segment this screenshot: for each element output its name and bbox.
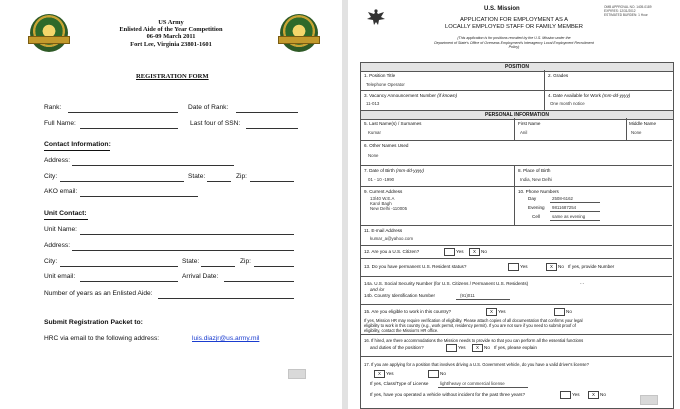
arrival-date-label: Arrival Date: bbox=[182, 273, 219, 280]
us-mission-application-page bbox=[348, 0, 680, 409]
section-position: POSITION bbox=[360, 62, 674, 72]
phone-evening-label: Evening bbox=[528, 205, 545, 210]
phone-cell-value[interactable]: same as evening bbox=[552, 214, 586, 219]
contact-heading-underline bbox=[44, 150, 110, 151]
q16-accommodations-label: 16. If hired, are there accommodations the Mission needs to provide so that you can perform all the essential functions bbox=[364, 338, 584, 343]
divider bbox=[514, 165, 515, 225]
date-available-value[interactable]: One month notice bbox=[550, 101, 585, 106]
title-line-1: APPLICATION FOR EMPLOYMENT AS A bbox=[459, 17, 569, 23]
last-name-label: 5. Last Name(s) / Surnames bbox=[364, 121, 422, 126]
note-line-1: (This application is for positions recruited by the U.S. Mission under the bbox=[457, 36, 571, 40]
q16-no-checkbox[interactable]: X bbox=[472, 344, 483, 352]
grades-label: 2. Grades bbox=[548, 73, 569, 78]
application-note bbox=[348, 36, 680, 50]
q14a-andor: and /or bbox=[370, 287, 385, 292]
phone-day-value[interactable]: 2508-6162 bbox=[552, 196, 573, 201]
org-name: US Army bbox=[158, 19, 184, 26]
q17-incident-yes-label: Yes bbox=[572, 392, 580, 397]
date-of-rank-label: Date of Rank: bbox=[188, 104, 229, 111]
unit-contact-heading: Unit Contact: bbox=[44, 210, 87, 217]
unit-address-field[interactable] bbox=[72, 250, 294, 251]
divider bbox=[360, 186, 672, 187]
q17-class-value[interactable]: light/heavy or commercial license bbox=[440, 381, 505, 386]
ako-email-label: AKO email: bbox=[44, 188, 78, 195]
divider bbox=[550, 220, 600, 221]
phone-evening-value[interactable]: 9811687254 bbox=[552, 205, 577, 210]
address-line-2: Karol Bagh bbox=[370, 201, 392, 206]
q15-no-checkbox[interactable] bbox=[554, 308, 565, 316]
last-name-value[interactable]: Kumar bbox=[368, 130, 381, 135]
unit-email-label: Unit email: bbox=[44, 273, 76, 280]
q15-eligible-label: 15. Are you eligible to work in this country? bbox=[364, 309, 452, 314]
arrival-date-field[interactable] bbox=[224, 281, 294, 282]
q15-yes-checkbox[interactable]: X bbox=[486, 308, 497, 316]
q16-followup: If yes, please explain bbox=[494, 345, 537, 350]
q17-class-label: If yes, Class/Type of License bbox=[370, 381, 429, 386]
other-names-value[interactable]: None bbox=[368, 153, 379, 158]
position-title-value[interactable]: Telephone Operator bbox=[366, 82, 405, 87]
q17-incident-question: If yes, have you operated a vehicle without incident for the past three years? bbox=[370, 392, 526, 397]
unit-city-field[interactable] bbox=[60, 266, 178, 267]
q17-yes-checkbox[interactable]: X bbox=[374, 370, 385, 378]
ako-email-field[interactable] bbox=[80, 196, 198, 197]
unit-zip-field[interactable] bbox=[254, 266, 294, 267]
divider bbox=[626, 118, 627, 140]
form-title: REGISTRATION FORM bbox=[136, 73, 209, 80]
application-title bbox=[348, 17, 680, 31]
q16-no-label: No bbox=[484, 345, 490, 350]
q16-label-cont: and duties of the position? bbox=[370, 345, 424, 350]
submit-instructions: HRC via email to the following address: bbox=[44, 335, 160, 342]
q13-yes-checkbox[interactable] bbox=[508, 263, 519, 271]
divider bbox=[360, 276, 672, 277]
zip-field[interactable] bbox=[250, 181, 294, 182]
q13-resident-label: 13. Do you have permanent U.S. Resident status? bbox=[364, 264, 467, 269]
divider bbox=[360, 225, 672, 226]
note-line-2: Department of State's Office of Overseas Employment's Interagency Local Employment Recruitment bbox=[434, 40, 594, 45]
q13-no-label: No bbox=[558, 264, 564, 269]
date-of-rank-field[interactable] bbox=[236, 112, 298, 113]
q13-yes-label: Yes bbox=[520, 264, 528, 269]
full-name-field[interactable] bbox=[80, 128, 178, 129]
current-address-label: 9. Current Address bbox=[364, 189, 403, 194]
ssn-field[interactable] bbox=[246, 128, 298, 129]
q14a-ssn-value[interactable]: - - bbox=[580, 281, 585, 286]
rank-label: Rank: bbox=[44, 104, 62, 111]
section-personal-information: PERSONAL INFORMATION bbox=[360, 110, 674, 120]
q17-incident-yes-checkbox[interactable] bbox=[560, 391, 571, 399]
position-title-label: 1. Position Title bbox=[364, 73, 396, 78]
q15-note-line-2: eligibility to work in this country (e.g., work permit, residency permit). If you are not sure if you need to submit proof of bbox=[364, 323, 576, 328]
divider bbox=[456, 299, 510, 300]
contact-heading: Contact Information: bbox=[44, 141, 111, 148]
submit-email-link[interactable]: luis.diazjr@us.army.mil bbox=[192, 335, 260, 342]
unit-contact-underline bbox=[44, 219, 88, 220]
state-field[interactable] bbox=[207, 181, 231, 182]
divider bbox=[360, 258, 672, 259]
years-as-aide-field[interactable] bbox=[158, 298, 294, 299]
divider bbox=[360, 140, 672, 141]
divider bbox=[360, 165, 672, 166]
page-corner-button[interactable] bbox=[288, 369, 306, 379]
other-names-label: 6. Other Names Used bbox=[364, 143, 409, 148]
email-value[interactable]: kumar_a@yahoo.com bbox=[370, 236, 414, 241]
q14a-ssn-label: 14a. U.S. Social Security Number (for U.S. Citizens / Permanent U.S. Residents) bbox=[364, 281, 529, 286]
q12-no-label: No bbox=[481, 249, 487, 254]
date-available-label: 4. Date Available for Work (mm-dd-yyyy) bbox=[548, 93, 631, 98]
middle-name-label: Middle Name bbox=[629, 121, 657, 126]
unit-city-label: City: bbox=[44, 258, 58, 265]
page-corner-button[interactable] bbox=[640, 395, 658, 405]
unit-name-field[interactable] bbox=[80, 234, 294, 235]
competition-location: Fort Lee, Virginia 23801-1601 bbox=[130, 40, 212, 48]
address-line-1: 13/40 W.E.A bbox=[370, 196, 395, 201]
note-line-3: Policy) bbox=[508, 45, 520, 50]
q15-note bbox=[364, 318, 583, 333]
zip-label: Zip: bbox=[236, 173, 247, 180]
unit-email-field[interactable] bbox=[80, 281, 178, 282]
omb-burden: ESTIMATED BURDEN: 1 Hour bbox=[604, 13, 648, 17]
divider bbox=[438, 387, 528, 388]
place-of-birth-value[interactable]: India, New Delhi bbox=[520, 177, 552, 182]
q17-no-label: No bbox=[440, 371, 446, 376]
unit-zip-label: Zip: bbox=[240, 258, 251, 265]
address-label: Address: bbox=[44, 157, 71, 164]
phone-numbers-label: 10. Phone Numbers bbox=[518, 189, 559, 194]
q12-no-checkbox[interactable]: X bbox=[469, 248, 480, 256]
title-line-2: LOCALLY EMPLOYED STAFF OR FAMILY MEMBER bbox=[445, 23, 583, 30]
address-field[interactable] bbox=[72, 165, 234, 166]
omb-block bbox=[604, 5, 651, 17]
first-name-value[interactable]: Anil bbox=[520, 130, 528, 135]
omb-expires: EXPIRES: 12/31/2012 bbox=[604, 9, 636, 13]
phone-cell-label: Cell bbox=[532, 214, 540, 219]
dob-label: 7. Date of Birth (mm-dd-yyyy) bbox=[364, 168, 424, 173]
q12-yes-checkbox[interactable] bbox=[444, 248, 455, 256]
q14b-country-id-label: 14b. Country Identification Number bbox=[364, 293, 435, 298]
divider bbox=[360, 304, 672, 305]
first-name-label: First Name bbox=[518, 121, 541, 126]
middle-name-value[interactable]: None bbox=[631, 130, 642, 135]
unit-name-label: Unit Name: bbox=[44, 226, 77, 233]
divider bbox=[550, 211, 600, 212]
vacancy-label: 3. Vacancy Announcement Number (if known) bbox=[364, 93, 458, 98]
phone-day-label: Day bbox=[528, 196, 537, 201]
rank-field[interactable] bbox=[68, 112, 178, 113]
army-insignia-right bbox=[280, 14, 318, 52]
current-address-value[interactable] bbox=[370, 196, 407, 211]
divider bbox=[550, 202, 600, 203]
q17-no-checkbox[interactable] bbox=[428, 370, 439, 378]
q15-note-line-1: If yes, Mission HR may require verification of eligibility. Please attach copies of all documentation that confirms your legal bbox=[364, 318, 583, 323]
q12-yes-label: Yes bbox=[456, 249, 464, 254]
mission-name: U.S. Mission bbox=[484, 6, 520, 12]
q17-yes-label: Yes bbox=[386, 371, 394, 376]
q13-followup: If yes, provide Number bbox=[568, 264, 615, 269]
city-field[interactable] bbox=[60, 181, 184, 182]
ssn-label: Last four of SSN: bbox=[190, 120, 241, 127]
submit-heading: Submit Registration Packet to: bbox=[44, 319, 143, 326]
q17-incident-no-checkbox[interactable]: X bbox=[588, 391, 599, 399]
divider bbox=[360, 90, 672, 91]
q17-incident-no-label: No bbox=[600, 392, 606, 397]
vacancy-value[interactable]: 11-013 bbox=[366, 101, 380, 106]
unit-state-label: State: bbox=[182, 258, 200, 265]
q15-no-label: No bbox=[566, 309, 572, 314]
q16-yes-label: Yes bbox=[458, 345, 466, 350]
q13-no-checkbox[interactable]: X bbox=[546, 263, 557, 271]
unit-address-label: Address: bbox=[44, 242, 71, 249]
q15-yes-label: Yes bbox=[498, 309, 506, 314]
competition-name: Enlisted Aide of the Year Competition bbox=[119, 26, 223, 34]
q14b-country-id-value[interactable]: (91)011 bbox=[460, 293, 475, 298]
place-of-birth-label: 8. Place of Birth bbox=[518, 168, 551, 173]
omb-approval: OMB APPROVAL NO. 1405-0189 bbox=[604, 5, 652, 9]
state-label: State: bbox=[188, 173, 206, 180]
q17-license-label: 17. If you are applying for a position that involves driving a U.S. Government vehicle, do you have a valid driver's license? bbox=[364, 362, 589, 367]
full-name-label: Full Name: bbox=[44, 120, 76, 127]
q15-note-line-3: eligibility, contact the Mission's HR office. bbox=[364, 328, 439, 333]
city-label: City: bbox=[44, 173, 58, 180]
q16-yes-checkbox[interactable] bbox=[446, 344, 457, 352]
divider bbox=[514, 118, 515, 140]
divider bbox=[360, 356, 672, 357]
q12-citizen-label: 12. Are you a U.S. Citizen? bbox=[364, 249, 420, 254]
unit-state-field[interactable] bbox=[201, 266, 235, 267]
divider bbox=[360, 334, 672, 335]
divider bbox=[360, 245, 672, 246]
email-label: 11. E-mail Address bbox=[364, 228, 403, 233]
years-as-aide-label: Number of years as an Enlisted Aide: bbox=[44, 290, 153, 297]
dob-value[interactable]: 01 - 10 -1990 bbox=[368, 177, 395, 182]
form-header bbox=[88, 19, 254, 48]
address-line-3: New Delhi -110005 bbox=[370, 206, 408, 211]
competition-dates: 06-09 March 2011 bbox=[146, 33, 196, 41]
army-insignia-left bbox=[30, 14, 68, 52]
